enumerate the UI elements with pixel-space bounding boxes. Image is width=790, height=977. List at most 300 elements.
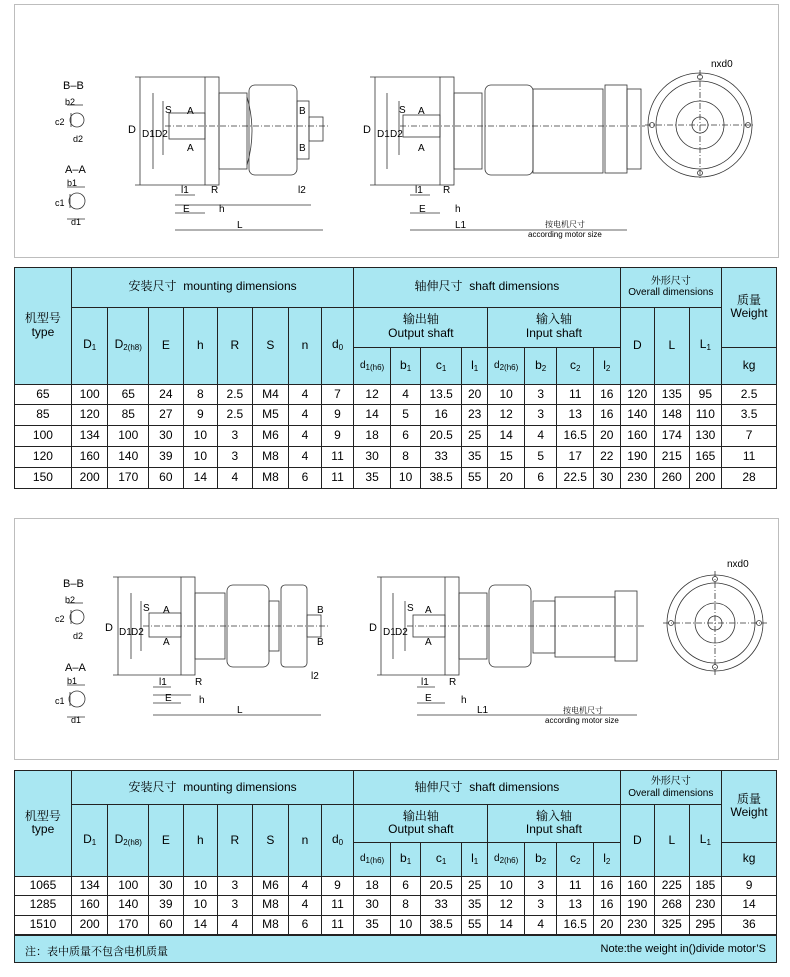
label-d2: d2 (73, 134, 84, 144)
value-cell: 4 (289, 896, 322, 915)
value-cell: 12 (488, 896, 525, 915)
value-cell: 20 (488, 468, 525, 489)
flange-end-view (645, 70, 755, 180)
header-shaft: 轴伸尺寸 shaft dimensions (354, 268, 620, 308)
value-cell: 200 (689, 468, 722, 489)
value-cell: 148 (655, 405, 690, 426)
flange-end-view-2 (663, 571, 767, 675)
model-cell: 85 (15, 405, 72, 426)
value-cell: 24 (149, 384, 184, 405)
col-L1-2: $L_1$ (689, 805, 722, 877)
value-cell: 38.5 (421, 468, 462, 489)
label-l1-mid: l1 (415, 185, 423, 196)
col-d2: $d_{2(h6)}$ (488, 347, 525, 384)
label-D2: D2 (155, 129, 168, 140)
value-cell: 4 (289, 384, 322, 405)
label-d1-2: d1 (71, 715, 82, 725)
value-cell: 135 (655, 384, 690, 405)
model-cell: 150 (15, 468, 72, 489)
col-D1: $D_1$ (71, 307, 108, 384)
value-cell: 95 (689, 384, 722, 405)
value-cell: 13 (557, 405, 594, 426)
label-E: E (183, 204, 190, 215)
value-cell: 18 (354, 876, 391, 895)
value-cell: 3 (524, 876, 557, 895)
value-cell: 6 (524, 468, 557, 489)
footer-note-en: Note:the weight in()divide motor’S (600, 943, 766, 955)
label-d2-2: d2 (73, 631, 84, 641)
value-cell: 4 (289, 447, 322, 468)
col-D2: $D_{2(h8)}$ (108, 307, 149, 384)
value-cell: 4 (289, 405, 322, 426)
model-cell: 120 (15, 447, 72, 468)
value-cell: 120 (620, 384, 655, 405)
reducer-drawing-bottom (15, 519, 778, 759)
value-cell: 55 (461, 915, 487, 934)
aa-section-circle (69, 193, 85, 209)
value-cell: 60 (149, 915, 184, 934)
value-cell: 12 (354, 384, 391, 405)
value-cell: 10 (488, 384, 525, 405)
value-cell: 185 (689, 876, 722, 895)
value-cell: 100 (108, 876, 149, 895)
table1-row (15, 405, 777, 426)
col-E: E (149, 307, 184, 384)
label-A-mid-bottom-2: A (425, 637, 432, 648)
value-cell: 3 (524, 896, 557, 915)
value-cell: 25 (461, 876, 487, 895)
value-cell: 15 (488, 447, 525, 468)
value-cell: 230 (620, 915, 655, 934)
label-l1-2: l1 (159, 677, 167, 688)
col-n: n (289, 307, 322, 384)
table-body-bottom (15, 876, 777, 934)
label-l1: l1 (181, 185, 189, 196)
label-D1: D1 (142, 129, 155, 140)
value-cell: 7 (321, 384, 354, 405)
value-cell: 17 (557, 447, 594, 468)
value-cell: 10 (183, 896, 218, 915)
value-cell: 170 (108, 468, 149, 489)
label-bb: B–B (63, 80, 84, 92)
value-cell: 16.5 (557, 426, 594, 447)
col-b2: $b_2$ (524, 347, 557, 384)
value-cell: 16 (421, 405, 462, 426)
value-cell: 9 (321, 405, 354, 426)
value-cell: 35 (461, 447, 487, 468)
label-c2: c2 (55, 117, 65, 127)
value-cell: 39 (149, 447, 184, 468)
value-cell: 33 (421, 896, 462, 915)
col-D2-2: $D_{2(h8)}$ (108, 805, 149, 877)
label-nxd0-2: nxd0 (727, 559, 749, 570)
value-cell: 16 (594, 896, 621, 915)
value-cell: 295 (689, 915, 722, 934)
value-cell: 230 (620, 468, 655, 489)
value-cell: 160 (620, 876, 655, 895)
label-B-bottom-2: B (317, 637, 324, 648)
value-cell: 4 (524, 426, 557, 447)
label-b2: b2 (65, 97, 76, 107)
col-h-2: h (183, 805, 218, 877)
value-cell: 14 (183, 468, 218, 489)
value-cell: 3 (218, 426, 253, 447)
value-cell: 30 (354, 447, 391, 468)
value-cell: 140 (620, 405, 655, 426)
value-cell: 230 (689, 896, 722, 915)
bb-section-circle (70, 113, 84, 127)
value-cell: 10 (488, 876, 525, 895)
label-motor-cn-2: 按电机尺寸 (563, 706, 603, 715)
header-mounting-2: 安装尺寸 mounting dimensions (71, 771, 353, 805)
col-h: h (183, 307, 218, 384)
label-D-mid-2: D (369, 622, 377, 634)
value-cell: 2.5 (218, 405, 253, 426)
label-b1: b1 (67, 178, 78, 188)
value-cell: 14 (354, 405, 391, 426)
label-D2-2: D2 (131, 627, 144, 638)
col-l2-2: $l_2$ (594, 842, 621, 876)
label-motor-en-2: according motor size (545, 716, 619, 725)
col-d0-2: $d_0$ (321, 805, 354, 877)
col-E-2: E (149, 805, 184, 877)
col-d0: $d_0$ (321, 307, 354, 384)
value-cell: 10 (183, 426, 218, 447)
value-cell: 10 (390, 915, 420, 934)
label-bb-2: B–B (63, 578, 84, 590)
value-cell: 22.5 (557, 468, 594, 489)
table1-row (15, 426, 777, 447)
col-c2-2: $c_2$ (557, 842, 594, 876)
table2-row (15, 896, 777, 915)
table2-row (15, 915, 777, 934)
reducer-motor-side-view (370, 77, 645, 230)
table1-row (15, 447, 777, 468)
label-A-top: A (187, 106, 194, 117)
value-cell: 6 (390, 876, 420, 895)
value-cell: 22 (594, 447, 621, 468)
label-D1-mid: D1 (377, 129, 390, 140)
label-c1: c1 (55, 198, 65, 208)
col-c1-2: $c_1$ (421, 842, 462, 876)
table1-row (15, 468, 777, 489)
col-D1-2: $D_1$ (71, 805, 108, 877)
value-cell: 30 (354, 896, 391, 915)
col-L-2: L (655, 805, 690, 877)
value-cell: 16.5 (557, 915, 594, 934)
value-cell: 190 (620, 896, 655, 915)
label-D1-2: D1 (119, 627, 132, 638)
value-cell: 130 (689, 426, 722, 447)
value-cell: 23 (461, 405, 487, 426)
label-L1-mid: L1 (455, 220, 467, 231)
model-cell: 100 (15, 426, 72, 447)
header-model: 机型号 type (15, 268, 72, 385)
footer-note-cn: 注：表中质量不包含电机质量 (25, 946, 168, 958)
value-cell: 11 (722, 447, 777, 468)
value-cell: 30 (149, 876, 184, 895)
value-cell: 28 (722, 468, 777, 489)
label-L: L (237, 220, 243, 231)
value-cell: 110 (689, 405, 722, 426)
label-D1-mid-2: D1 (383, 627, 396, 638)
label-R-mid-2: R (449, 677, 457, 688)
table2-row (15, 876, 777, 895)
col-S: S (252, 307, 289, 384)
value-cell: 11 (321, 915, 354, 934)
value-cell: 9 (183, 405, 218, 426)
value-cell: 200 (71, 915, 108, 934)
value-cell: 3 (218, 896, 253, 915)
value-cell: 10 (183, 876, 218, 895)
value-cell: 33 (421, 447, 462, 468)
header-output-shaft: 输出轴 Output shaft (354, 307, 488, 347)
value-cell: 160 (620, 426, 655, 447)
value-cell: 9 (321, 426, 354, 447)
header-input-shaft-2: 输入轴 Input shaft (488, 805, 620, 843)
value-cell: 4 (289, 876, 322, 895)
value-cell: 9 (722, 876, 777, 895)
col-D-2: D (620, 805, 655, 877)
value-cell: 20 (461, 384, 487, 405)
value-cell: 16 (594, 384, 621, 405)
value-cell: 14 (722, 896, 777, 915)
value-cell: 30 (149, 426, 184, 447)
value-cell: 4 (390, 384, 420, 405)
label-S-2: S (143, 603, 150, 614)
value-cell: 20 (594, 426, 621, 447)
col-b1: $b_1$ (390, 347, 420, 384)
value-cell: 170 (108, 915, 149, 934)
value-cell: 4 (218, 915, 253, 934)
label-S: S (165, 105, 172, 116)
label-D-mid: D (363, 124, 371, 136)
value-cell: 5 (390, 405, 420, 426)
label-D: D (128, 124, 136, 136)
value-cell: 7 (722, 426, 777, 447)
value-cell: M6 (252, 426, 289, 447)
value-cell: 5 (524, 447, 557, 468)
value-cell: 190 (620, 447, 655, 468)
value-cell: 14 (488, 426, 525, 447)
value-cell: 8 (390, 896, 420, 915)
col-l2: $l_2$ (594, 347, 621, 384)
value-cell: 30 (594, 468, 621, 489)
value-cell: 25 (461, 426, 487, 447)
value-cell: 225 (655, 876, 690, 895)
col-d1-2: $d_{1(h6)}$ (354, 842, 391, 876)
value-cell: M8 (252, 468, 289, 489)
value-cell: M5 (252, 405, 289, 426)
label-h-mid-2: h (461, 695, 467, 706)
col-n-2: n (289, 805, 322, 877)
label-S-mid: S (399, 105, 406, 116)
label-S-mid-2: S (407, 603, 414, 614)
value-cell: M4 (252, 384, 289, 405)
value-cell: 10 (390, 468, 420, 489)
col-d2-2: $d_{2(h6)}$ (488, 842, 525, 876)
header-output-shaft-2: 输出轴 Output shaft (354, 805, 488, 843)
col-R-2: R (218, 805, 253, 877)
value-cell: 134 (71, 426, 108, 447)
label-motor-en: according motor size (528, 230, 602, 239)
value-cell: 9 (321, 876, 354, 895)
label-E-2: E (165, 693, 172, 704)
label-h-2: h (199, 695, 205, 706)
value-cell: 10 (183, 447, 218, 468)
label-A-mid-bottom: A (418, 143, 425, 154)
value-cell: 11 (321, 468, 354, 489)
value-cell: 18 (354, 426, 391, 447)
reducer-motor-side-view-2 (377, 577, 645, 715)
value-cell: 11 (321, 447, 354, 468)
value-cell: 27 (149, 405, 184, 426)
value-cell: 35 (354, 915, 391, 934)
value-cell: M8 (252, 915, 289, 934)
header-weight-2: 质量 Weight (722, 771, 777, 843)
footer-note-bar (14, 935, 777, 963)
header-input-shaft: 输入轴 Input shaft (488, 307, 620, 347)
value-cell: 3 (524, 405, 557, 426)
drawing-panel-top (14, 4, 779, 258)
spec-table-top (14, 267, 777, 489)
label-l2-2: l2 (311, 671, 319, 682)
value-cell: 3 (218, 876, 253, 895)
col-c2: $c_2$ (557, 347, 594, 384)
label-motor-cn: 按电机尺寸 (545, 220, 585, 229)
value-cell: 6 (289, 468, 322, 489)
label-E-mid: E (419, 204, 426, 215)
value-cell: 20.5 (421, 426, 462, 447)
col-R: R (218, 307, 253, 384)
label-b2-2: b2 (65, 595, 76, 605)
value-cell: 2.5 (218, 384, 253, 405)
label-R: R (211, 185, 219, 196)
header-weight: 质量 Weight (722, 268, 777, 348)
label-D-2: D (105, 622, 113, 634)
value-cell: 4 (289, 426, 322, 447)
label-c2-2: c2 (55, 614, 65, 624)
value-cell: M8 (252, 447, 289, 468)
value-cell: 11 (557, 384, 594, 405)
col-c1: $c_1$ (421, 347, 462, 384)
value-cell: 16 (594, 876, 621, 895)
value-cell: 3 (524, 384, 557, 405)
value-cell: M8 (252, 896, 289, 915)
label-A-bottom-2: A (163, 637, 170, 648)
table-body-top (15, 384, 777, 488)
label-L1-mid-2: L1 (477, 705, 489, 716)
label-h-mid: h (455, 204, 461, 215)
label-aa-2: A–A (65, 662, 86, 674)
value-cell: 4 (524, 915, 557, 934)
header-mounting: 安装尺寸 mounting dimensions (71, 268, 353, 308)
col-kg-2: kg (722, 842, 777, 876)
value-cell: 165 (689, 447, 722, 468)
value-cell: 11 (557, 876, 594, 895)
reducer-side-view-left-2 (113, 577, 330, 715)
table1-row (15, 384, 777, 405)
label-h: h (219, 204, 225, 215)
value-cell: 85 (108, 405, 149, 426)
value-cell: 260 (655, 468, 690, 489)
drawing-panel-bottom (14, 518, 779, 760)
label-b1-2: b1 (67, 676, 78, 686)
model-cell: 65 (15, 384, 72, 405)
label-d1: d1 (71, 217, 82, 227)
value-cell: 2.5 (722, 384, 777, 405)
value-cell: 100 (108, 426, 149, 447)
value-cell: 160 (71, 447, 108, 468)
value-cell: 35 (354, 468, 391, 489)
col-l1: $l_1$ (461, 347, 487, 384)
value-cell: 8 (183, 384, 218, 405)
value-cell: 4 (218, 468, 253, 489)
value-cell: 65 (108, 384, 149, 405)
model-cell: 1510 (15, 915, 72, 934)
label-B-top: B (299, 106, 306, 117)
value-cell: 13 (557, 896, 594, 915)
value-cell: 6 (289, 915, 322, 934)
label-nxd0: nxd0 (711, 59, 733, 70)
value-cell: 160 (71, 896, 108, 915)
col-d1: $d_{1(h6)}$ (354, 347, 391, 384)
value-cell: 35 (461, 896, 487, 915)
label-A-top-2: A (163, 605, 170, 616)
col-l1-2: $l_1$ (461, 842, 487, 876)
col-kg: kg (722, 347, 777, 384)
col-L1: $L_1$ (689, 307, 722, 384)
col-b2-2: $b_2$ (524, 842, 557, 876)
value-cell: 100 (71, 384, 108, 405)
label-l1-mid-2: l1 (421, 677, 429, 688)
col-D: D (620, 307, 655, 384)
label-B-bottom: B (299, 143, 306, 154)
label-c1-2: c1 (55, 696, 65, 706)
value-cell: 8 (390, 447, 420, 468)
label-D2-mid: D2 (390, 129, 403, 140)
value-cell: 140 (108, 447, 149, 468)
value-cell: 134 (71, 876, 108, 895)
label-R-2: R (195, 677, 203, 688)
model-cell: 1065 (15, 876, 72, 895)
header-shaft-2: 轴伸尺寸 shaft dimensions (354, 771, 620, 805)
value-cell: 60 (149, 468, 184, 489)
value-cell: 325 (655, 915, 690, 934)
label-aa: A–A (65, 164, 86, 176)
header-model-2: 机型号 type (15, 771, 72, 877)
value-cell: 215 (655, 447, 690, 468)
value-cell: 140 (108, 896, 149, 915)
header-overall: 外形尺寸 Overall dimensions (620, 268, 722, 308)
value-cell: 14 (183, 915, 218, 934)
value-cell: 39 (149, 896, 184, 915)
value-cell: 6 (390, 426, 420, 447)
value-cell: 3 (218, 447, 253, 468)
value-cell: 14 (488, 915, 525, 934)
header-overall-2: 外形尺寸 Overall dimensions (620, 771, 722, 805)
label-A-mid-top: A (418, 106, 425, 117)
value-cell: 174 (655, 426, 690, 447)
col-b1-2: $b_1$ (390, 842, 420, 876)
col-L: L (655, 307, 690, 384)
label-R-mid: R (443, 185, 451, 196)
value-cell: 16 (594, 405, 621, 426)
value-cell: 120 (71, 405, 108, 426)
value-cell: 20.5 (421, 876, 462, 895)
label-L-2: L (237, 705, 243, 716)
col-S-2: S (252, 805, 289, 877)
